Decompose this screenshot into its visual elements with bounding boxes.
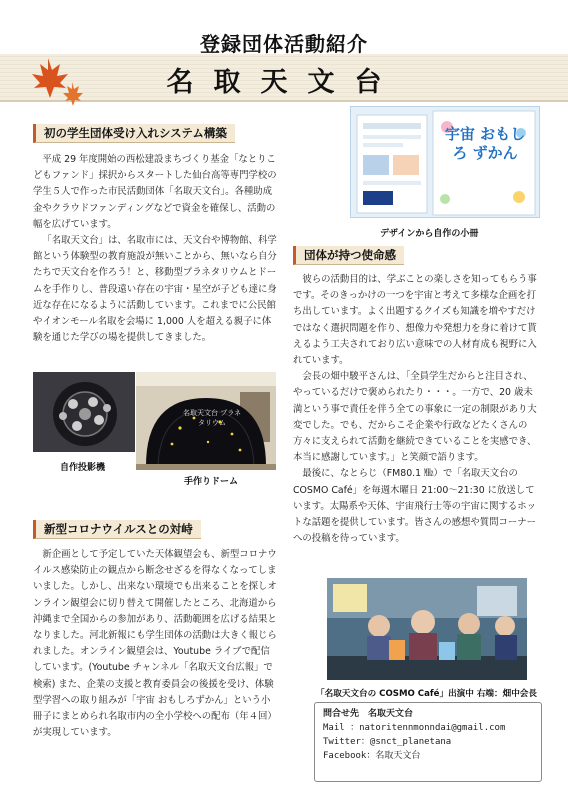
section-heading-mission: 団体が持つ使命感: [293, 246, 404, 265]
section3-paragraph: 最後に、なとらじ（FM80.1 ㎒）で「名取天文台の COSMO Café」を毎週木曜日 21:00～21:30 に放送しています。太陽系や天体、宇宙飛行士等の宇宙に関するホットな話題を提供しています。皆さんの感想や質問コーナーへの投稿を待っています。: [293, 468, 537, 545]
section-heading-covid: 新型コロナウイルスとの対峙: [33, 520, 201, 539]
section2-paragraph: 新企画として予定していた天体観望会も、新型コロナウイルス感染防止の観点から断念せざるを得なくなってしまいました。しかし、出来ない環境でも出来ることを探しオンライン観望会に切り替えて開催したところ、北海道から沖縄まで全国からの参加があり、活動範囲を広げる結果となりました。河北新報にも学生団体の活動は大きく報じられました。オンライン観望会は、Youtube ライブで配信しています。(Youtube チャンネル「名取天文台広報」で検索) また、企業の支援と教育委員会の後援を受け、体験型学習への取り組みが「宇宙 おもしろずかん」という小冊子にまとめられ名取市内の全小学校への配布（年４回）が実現しています。: [33, 549, 277, 739]
contact-facebook[interactable]: Facebook：名取天文台: [323, 751, 421, 761]
dome-caption: 手作りドーム: [184, 477, 239, 487]
brochure-photo: [350, 106, 540, 218]
radio-caption: 「名取天文台の COSMO Café」出演中 右端：畑中会長: [316, 689, 537, 699]
projector-photo: [33, 372, 135, 452]
section1-paragraph: 平成 29 年度開始の西松建設まちづくり基金「なとりこどもファンド」採択からスタートした仙台高等専門学校の学生５人で作った市民活動団体「名取天文台」。各種助成金やクラウドファンディングなどで資金を確保し、活動の幅を広げています。: [33, 154, 277, 230]
brochure-title: 宇宙 おもしろ ずかん: [444, 125, 526, 162]
section-heading-new-system: 初の学生団体受け入れシステム構築: [33, 124, 235, 143]
header-kicker: 登録団体活動紹介: [200, 32, 368, 56]
radio-studio-photo: [327, 578, 527, 680]
projector-caption: 自作投影機: [60, 463, 106, 473]
contact-mail[interactable]: Mail ：natoritennmonndai@gmail.com: [323, 723, 506, 733]
section1-paragraph: 「名取天文台」は、名取市には、天文台や博物館、科学館という体験型の教育施設が無いことから、無いなら自分たちで天文台を作ろう！と、移動型プラネタリウムとドームを手作りし、普段遠い存在の宇宙・星空が子ども達に身近な存在になるように活動しています。これまでに公民館やイオンモール名取を会場に 1,000 人を超える親子に体験を通じた学びの場を提供してきました。: [33, 235, 277, 344]
section3-paragraph: 彼らの活動目的は、学ぶことの楽しさを知ってもらう事です。そのきっかけの一つを宇宙と考えて多様な企画を打ち出しています。よく出題するクイズも知識を増やすだけではなく選択問題を作り、想像力や発想力を身に着けて貰えるよう工夫されており広い意味での人材育成も視野に入れています。: [293, 274, 537, 367]
section3-paragraph: 会長の畑中駿平さんは、「全員学生だからと注目され、やっているだけで褒められたり・・・。一方で、20 歳未満という事で責任を伴う全ての事象に一定の制限があり大変でした。でも、だからこそ企業や行政などたくさんの方々に支えられて活動を継続できていることを実感でき、本当に感謝しています。」と笑顔で語ります。: [293, 371, 537, 464]
page-title: 名取天文台: [166, 67, 402, 98]
dome-photo: [136, 372, 276, 470]
contact-heading: 問合せ先 名取天文台: [323, 709, 414, 719]
contact-twitter[interactable]: Twitter：@snct_planetana: [323, 737, 452, 747]
dome-sign: 名取天文台 プラネタリウム: [182, 409, 241, 427]
brochure-caption: デザインから自作の小冊: [380, 229, 479, 239]
contact-box: [314, 702, 542, 782]
section3-body: [293, 272, 539, 547]
maple-leaf-icon: [28, 56, 86, 108]
section1-body: [33, 152, 277, 346]
section2-body: [33, 547, 277, 741]
